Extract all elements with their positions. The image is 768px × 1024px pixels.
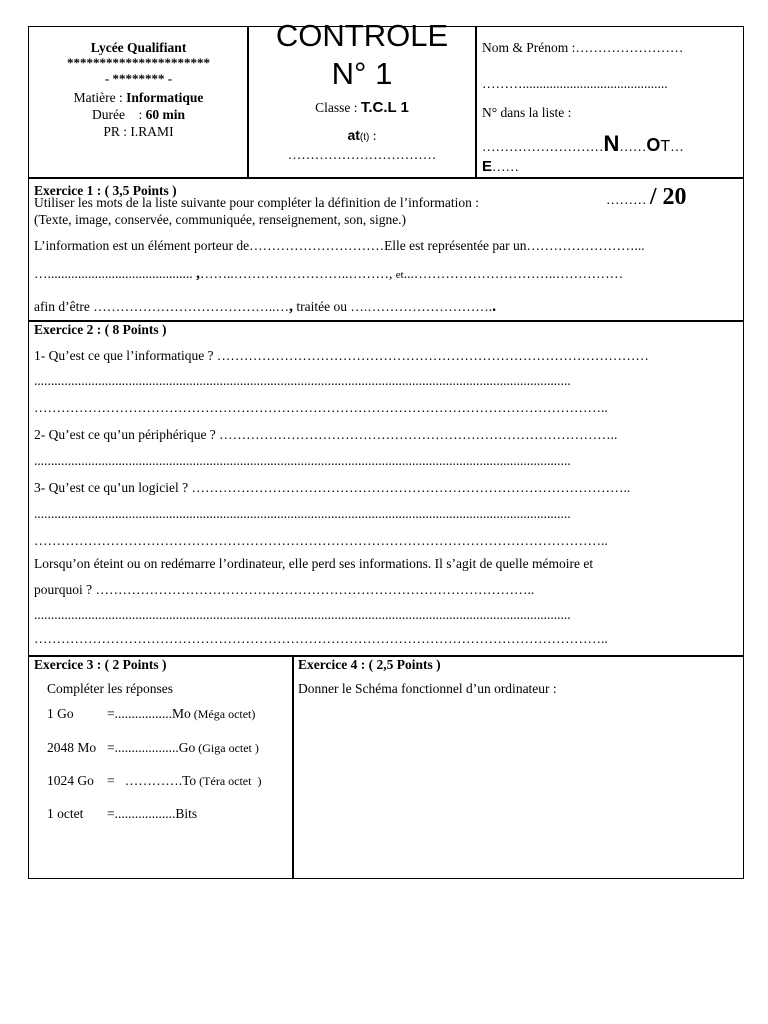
attendance-field[interactable]: …………………………… — [287, 147, 437, 162]
school-name: Lycée Qualifiant — [90, 40, 187, 55]
exercise2-question-1[interactable]: 1- Qu’est ce que l’informatique ? …………………………………………………………………………………… — [34, 348, 649, 363]
attendance-label: at — [347, 127, 360, 143]
decorative-stars-short: - ******** - — [104, 71, 173, 86]
line2-comma: , — [196, 265, 200, 282]
answer-line[interactable]: ............................................................................................................................................................... — [34, 453, 571, 468]
attendance-line — [249, 127, 475, 144]
note-letter-t: T — [660, 138, 671, 155]
conversion-item-3[interactable] — [47, 773, 261, 789]
exercise1-line-2[interactable] — [34, 265, 623, 283]
exercise1-word-list: (Texte, image, conservée, communiquée, renseignement, son, signe.) — [34, 212, 407, 227]
decorative-stars: ********************** — [67, 55, 210, 70]
exercise1-title: Exercice 1 : ( 3,5 Points ) — [34, 183, 177, 198]
teacher-name: PR : I.RAMI — [103, 124, 174, 139]
total-score — [606, 184, 687, 211]
subject-label: Matière : — [73, 90, 123, 105]
note-dots-3: …… — [492, 159, 520, 174]
line3-part-a: afin d’être …………………………………..… — [34, 299, 289, 314]
conversion-answer: =..................Bits — [107, 806, 198, 821]
line3-part-c: traitée ou ….………………………. — [292, 299, 493, 314]
exercise4-drawing-area[interactable] — [296, 702, 741, 876]
note-letter-n: N — [603, 131, 620, 156]
header-divider-right — [475, 26, 477, 178]
answer-line[interactable]: ............................................................................................................................................................... — [34, 373, 571, 388]
exercise4-instruction: Donner le Schéma fonctionnel d’un ordinateur : — [298, 681, 557, 696]
duration-value: 60 min — [145, 107, 185, 122]
conversion-unit: (Méga octet) — [190, 707, 256, 721]
exercise2-title: Exercice 2 : ( 8 Points ) — [34, 322, 167, 337]
answer-line[interactable]: ……………………………………………………………………………………………………………….. — [34, 631, 608, 646]
attendance-colon: : — [369, 128, 377, 143]
conversion-left: 1024 Go — [47, 773, 94, 788]
list-number-label: N° dans la liste : — [482, 105, 572, 120]
list-number-field[interactable] — [482, 131, 684, 157]
conversion-item-4[interactable] — [47, 806, 197, 822]
line3-comma: , — [288, 298, 293, 315]
conversion-answer: =...................Go — [107, 740, 196, 755]
list-number-dots: ……………………… — [482, 139, 604, 154]
duration-label: Durée : — [92, 107, 143, 122]
header-bottom-rule — [28, 177, 744, 179]
score-dots: ……… — [606, 192, 650, 207]
subject-value: Informatique — [126, 90, 204, 105]
line3-period: . — [492, 298, 497, 315]
exam-title: CONTROLE — [275, 18, 449, 53]
line2-et: et — [395, 269, 404, 281]
exercise2-question-4-line-2[interactable]: pourquoi ? …………………………………………………………………………………….. — [34, 582, 535, 597]
note-dots-1: …… — [619, 139, 647, 154]
conversion-unit: (Téra octet ) — [196, 774, 262, 788]
line2-part-c: ……..……………………..………, — [200, 266, 396, 281]
name-field-dots[interactable]: ………........................................... — [482, 76, 668, 91]
conversion-unit: (Giga octet ) — [195, 741, 259, 755]
class-label: Classe : — [315, 100, 358, 115]
answer-line[interactable]: ............................................................................................................................................................... — [34, 607, 571, 622]
answer-line[interactable]: ............................................................................................................................................................... — [34, 506, 571, 521]
answer-line[interactable]: ……………………………………………………………………………………………………………….. — [34, 533, 608, 548]
attendance-sup: (t) — [359, 132, 370, 143]
name-field-label[interactable]: Nom & Prénom :…………………… — [482, 40, 684, 55]
exercise2-question-3[interactable]: 3- Qu’est ce qu’un logiciel ? …………………………………………………………………………………….. — [34, 480, 631, 495]
class-line — [249, 99, 475, 116]
exercise1-instruction: Utiliser les mots de la liste suivante pour compléter la définition de l’information : — [34, 195, 480, 210]
line2-part-a: …........................................... — [34, 266, 196, 281]
conversion-item-2[interactable] — [47, 740, 259, 756]
note-letter-o: O — [646, 135, 661, 155]
exercise1-line-3[interactable] — [34, 298, 496, 316]
note-letter-e: E — [482, 158, 493, 175]
score-total: / 20 — [649, 184, 687, 210]
exercise2-question-4: Lorsqu’on éteint ou on redémarre l’ordinateur, elle perd ses informations. Il s’agit de quelle mémoire et — [34, 556, 594, 571]
exercise3-instruction: Compléter les réponses — [47, 681, 173, 696]
note-dots-2: … — [670, 139, 684, 154]
conversion-left: 2048 Mo — [47, 740, 97, 755]
exam-number: N° 1 — [331, 56, 393, 91]
conversion-answer: = ………….To — [107, 773, 197, 788]
conversion-answer: =.................Mo — [107, 706, 191, 721]
exercise4-title: Exercice 4 : ( 2,5 Points ) — [298, 657, 441, 672]
exercise1-line-1[interactable]: L’information est un élément porteur de…………………………Elle est représentée par un……………………... — [34, 238, 645, 253]
exercise2-question-2[interactable]: 2- Qu’est ce qu’un périphérique ? …………………………………………………………………………….. — [34, 427, 618, 442]
exercise3-title: Exercice 3 : ( 2 Points ) — [34, 657, 167, 672]
conversion-item-1[interactable] — [47, 706, 255, 722]
note-line-e — [482, 158, 519, 175]
duration-line — [30, 107, 247, 123]
class-value: T.C.L 1 — [360, 99, 409, 116]
subject-line — [30, 90, 247, 106]
line2-part-e: ...…………………………..…………… — [403, 266, 624, 281]
conversion-left: 1 Go — [47, 706, 74, 721]
answer-line[interactable]: ……………………………………………………………………………………………………………….. — [34, 400, 608, 415]
conversion-left: 1 octet — [47, 806, 84, 821]
exercise3-4-divider — [292, 655, 294, 878]
